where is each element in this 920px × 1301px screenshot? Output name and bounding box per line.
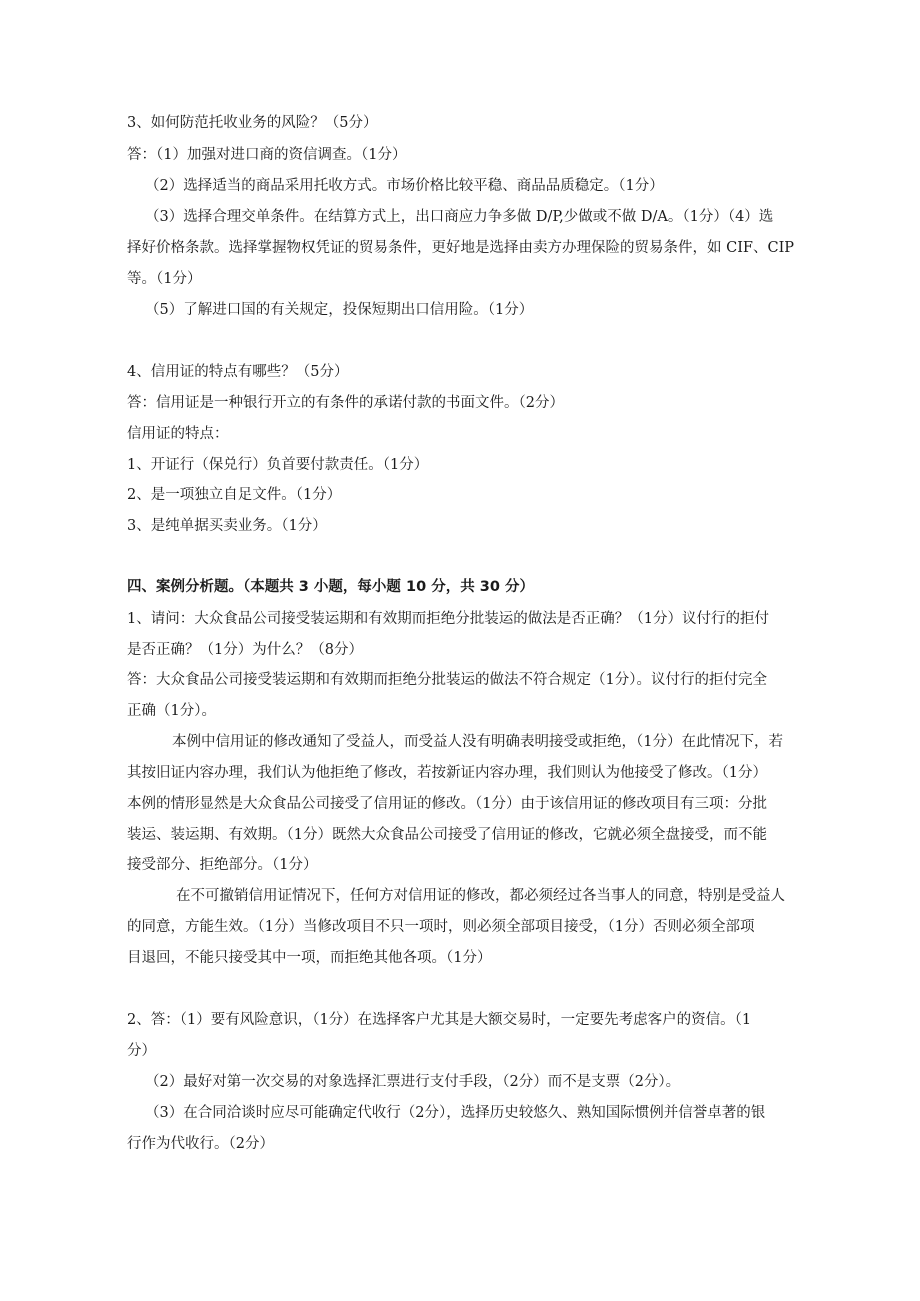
q3-question: 3、如何防范托收业务的风险？（5分） bbox=[127, 115, 378, 131]
case1-line: 是否正确？（1分）为什么？（8分） bbox=[127, 642, 363, 658]
case1-line: 答：大众食品公司接受装运期和有效期而拒绝分批装运的做法不符合规定（1分）。议付行的拒付完全 bbox=[127, 672, 767, 688]
case2-line: （3）在合同洽谈时应尽可能确定代收行（2分），选择历史较悠久、熟知国际惯例并信誉卓著的银 bbox=[145, 1105, 766, 1121]
section-heading: 四、案例分析题。（本题共 3 小题，每小题 10 分，共 30 分） bbox=[127, 579, 534, 595]
case2-line: 分） bbox=[127, 1043, 156, 1059]
case1-line: 在不可撤销信用证情况下，任何方对信用证的修改，都必须经过各当事人的同意，特别是受益人 bbox=[176, 888, 785, 904]
q4-answer-line: 答：信用证是一种银行开立的有条件的承诺付款的书面文件。（2分） bbox=[127, 395, 564, 411]
case1-line: 装运、装运期、有效期。（1分）既然大众食品公司接受了信用证的修改，它就必须全盘接受，而不能 bbox=[127, 827, 767, 843]
q4-answer-line: 3、是纯单据买卖业务。（1分） bbox=[127, 518, 327, 534]
case1-line: 其按旧证内容办理，我们认为他拒绝了修改，若按新证内容办理，我们则认为他接受了修改。（1分） bbox=[127, 765, 767, 781]
q4-answer-line: 2、是一项独立自足文件。（1分） bbox=[127, 487, 342, 503]
case2-line: 2、答：（1）要有风险意识，（1分）在选择客户尤其是大额交易时，一定要先考虑客户的资信。（1 bbox=[127, 1012, 752, 1028]
q4-answer-line: 1、开证行（保兑行）负首要付款责任。（1分） bbox=[127, 457, 429, 473]
case2-line: （2）最好对第一次交易的对象选择汇票进行支付手段，（2分）而不是支票（2分）。 bbox=[145, 1074, 681, 1090]
q4-question: 4、信用证的特点有哪些？（5分） bbox=[127, 364, 349, 380]
case1-line: 的同意，方能生效。（1分）当修改项目不只一项时，则必须全部项目接受，（1分）否则必须全部项 bbox=[127, 919, 755, 935]
case1-line: 本例的情形显然是大众食品公司接受了信用证的修改。（1分）由于该信用证的修改项目有三项：分批 bbox=[127, 796, 767, 812]
q3-answer-line: （5）了解进口国的有关规定，投保短期出口信用险。（1分） bbox=[145, 302, 534, 318]
q3-answer-line: 择好价格条款。选择掌握物权凭证的贸易条件，更好地是选择由卖方办理保险的贸易条件，如 CIF、CIP bbox=[127, 240, 795, 256]
q3-answer-line: 等。（1分） bbox=[127, 271, 202, 287]
case1-line: 正确（1分）。 bbox=[127, 703, 216, 719]
case1-line: 本例中信用证的修改通知了受益人，而受益人没有明确表明接受或拒绝，（1分）在此情况下，若 bbox=[172, 734, 783, 750]
q3-answer-line: （2）选择适当的商品采用托收方式。市场价格比较平稳、商品品质稳定。（1分） bbox=[145, 178, 664, 194]
case1-line: 接受部分、拒绝部分。（1分） bbox=[127, 857, 318, 873]
q4-answer-line: 信用证的特点： bbox=[127, 426, 229, 442]
q3-answer-line: （3）选择合理交单条件。在结算方式上，出口商应力争多做 D/P,少做或不做 D/A。（1分）（4）选 bbox=[145, 209, 774, 225]
case2-line: 行作为代收行。（2分） bbox=[127, 1136, 274, 1152]
q3-answer-line: 答：（1）加强对进口商的资信调查。（1分） bbox=[127, 147, 407, 163]
case1-line: 目退回，不能只接受其中一项，而拒绝其他各项。（1分） bbox=[127, 950, 492, 966]
case1-line: 1、请问：大众食品公司接受装运期和有效期而拒绝分批装运的做法是否正确？（1分）议付行的拒付 bbox=[127, 611, 769, 627]
